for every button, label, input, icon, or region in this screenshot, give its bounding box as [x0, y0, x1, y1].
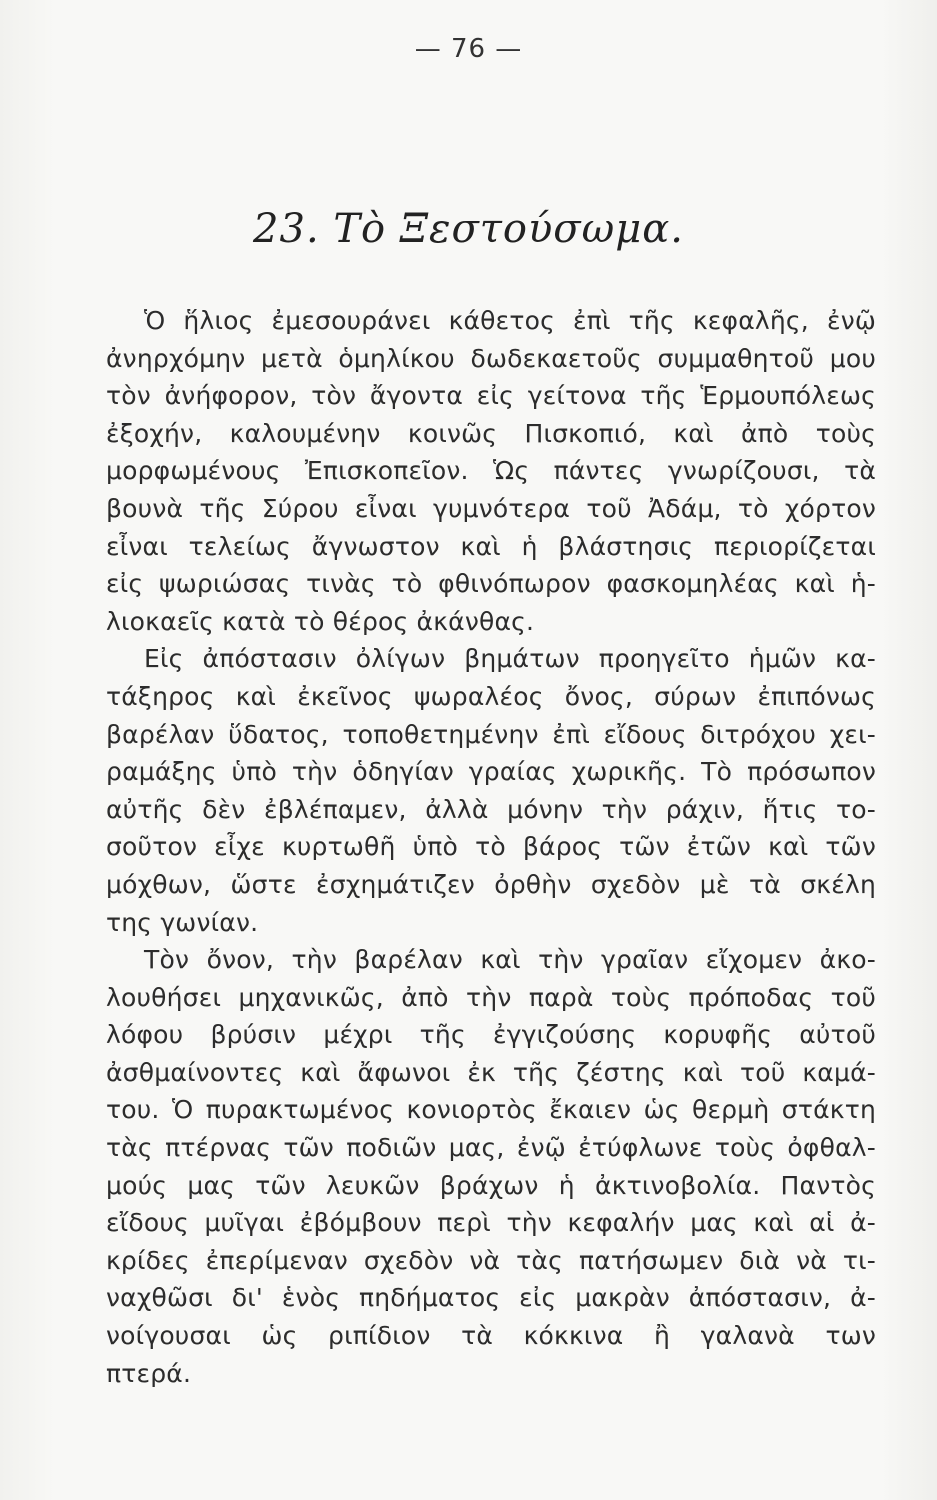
text-line: εἴδους μυῖγαι ἐβόμβουν περὶ τὴν κεφαλήν μας καὶ αἱ ἀ- — [106, 1208, 876, 1238]
paragraph-3 — [106, 941, 876, 1392]
text-line: ἐξοχήν, καλουμένην κοινῶς Πισκοπιό, καὶ ἀπὸ τοὺς — [106, 418, 876, 448]
text-line: πτερά. — [106, 1358, 192, 1388]
text-line: τὰς πτέρνας τῶν ποδιῶν μας, ἐνῷ ἐτύφλωνε τοὺς ὀφθαλ- — [106, 1133, 876, 1163]
text-line: λουθήσει μηχανικῶς, ἀπὸ τὴν παρὰ τοὺς πρόποδας τοῦ — [106, 982, 876, 1012]
text-line: του. Ὁ πυρακτωμένος κονιορτὸς ἔκαιεν ὡς θερμὴ στάκτη — [106, 1095, 876, 1125]
text-line: ἀσθμαίνοντες καὶ ἄφωνοι ἐκ τῆς ζέστης καὶ τοῦ καμά- — [106, 1057, 876, 1087]
text-line: ἀνηρχόμην μετὰ ὁμηλίκου δωδεκαετοῦς συμμαθητοῦ μου — [106, 343, 876, 373]
text-line: της γωνίαν. — [106, 907, 259, 937]
paragraph-1 — [106, 302, 876, 640]
text-line: Εἰς ἀπόστασιν ὀλίγων βημάτων προηγεῖτο ἡμῶν κα- — [144, 644, 876, 674]
text-line: ραμάξης ὑπὸ τὴν ὁδηγίαν γραίας χωρικῆς. Τὸ πρόσωπον — [106, 757, 876, 787]
text-line: βαρέλαν ὕδατος, τοποθετημένην ἐπὶ εἴδους διτρόχου χει- — [106, 719, 876, 749]
text-line: αὐτῆς δὲν ἐβλέπαμεν, ἀλλὰ μόνην τὴν ράχιν, ἥτις το- — [106, 794, 876, 824]
text-line: μόχθων, ὥστε ἐσχημάτιζεν ὀρθὴν σχεδὸν μὲ τὰ σκέλη — [106, 869, 876, 899]
text-line: κρίδες ἐπερίμεναν σχεδὸν νὰ τὰς πατήσωμεν διὰ νὰ τι- — [106, 1245, 876, 1275]
text-line: σοῦτον εἶχε κυρτωθῆ ὑπὸ τὸ βάρος τῶν ἐτῶν καὶ τῶν — [106, 832, 876, 862]
text-line: τὸν ἀνήφορον, τὸν ἄγοντα εἰς γείτονα τῆς Ἑρμουπόλεως — [106, 381, 876, 411]
text-line: Τὸν ὄνον, τὴν βαρέλαν καὶ τὴν γραῖαν εἴχομεν ἀκο- — [144, 945, 876, 975]
text-line: λιοκαεῖς κατὰ τὸ θέρος ἀκάνθας. — [106, 606, 535, 636]
text-line: βουνὰ τῆς Σύρου εἶναι γυμνότερα τοῦ Ἀδάμ, τὸ χόρτον — [106, 493, 876, 523]
paragraph-2 — [106, 640, 876, 941]
text-line: νοίγουσαι ὡς ριπίδιον τὰ κόκκινα ἢ γαλανὰ των — [106, 1321, 876, 1351]
text-line: μούς μας τῶν λευκῶν βράχων ἡ ἀκτινοβολία. Παντὸς — [106, 1170, 876, 1200]
text-line: εἶναι τελείως ἄγνωστον καὶ ἡ βλάστησις περιορίζεται — [106, 531, 876, 561]
chapter-title: 23. Τὸ Ξεστούσωμα. — [253, 206, 684, 252]
body-text — [106, 302, 876, 1392]
text-line: μορφωμένους Ἐπισκοπεῖον. Ὡς πάντες γνωρίζουσι, τὰ — [106, 456, 876, 486]
text-line: ναχθῶσι δι' ἑνὸς πηδήματος εἰς μακρὰν ἀπόστασιν, ἀ- — [106, 1283, 876, 1313]
text-line: Ὁ ἥλιος ἐμεσουράνει κάθετος ἐπὶ τῆς κεφαλῆς, ἐνῷ — [144, 306, 876, 335]
text-line: εἰς ψωριώσας τινὰς τὸ φθινόπωρον φασκομηλέας καὶ ἡ- — [106, 569, 876, 599]
text-line: τάξηρος καὶ ἐκεῖνος ψωραλέος ὄνος, σύρων ἐπιπόνως — [106, 681, 876, 711]
text-line: λόφου βρύσιν μέχρι τῆς ἐγγιζούσης κορυφῆς αὐτοῦ — [106, 1020, 876, 1050]
page-number: — 76 — — [414, 34, 523, 64]
